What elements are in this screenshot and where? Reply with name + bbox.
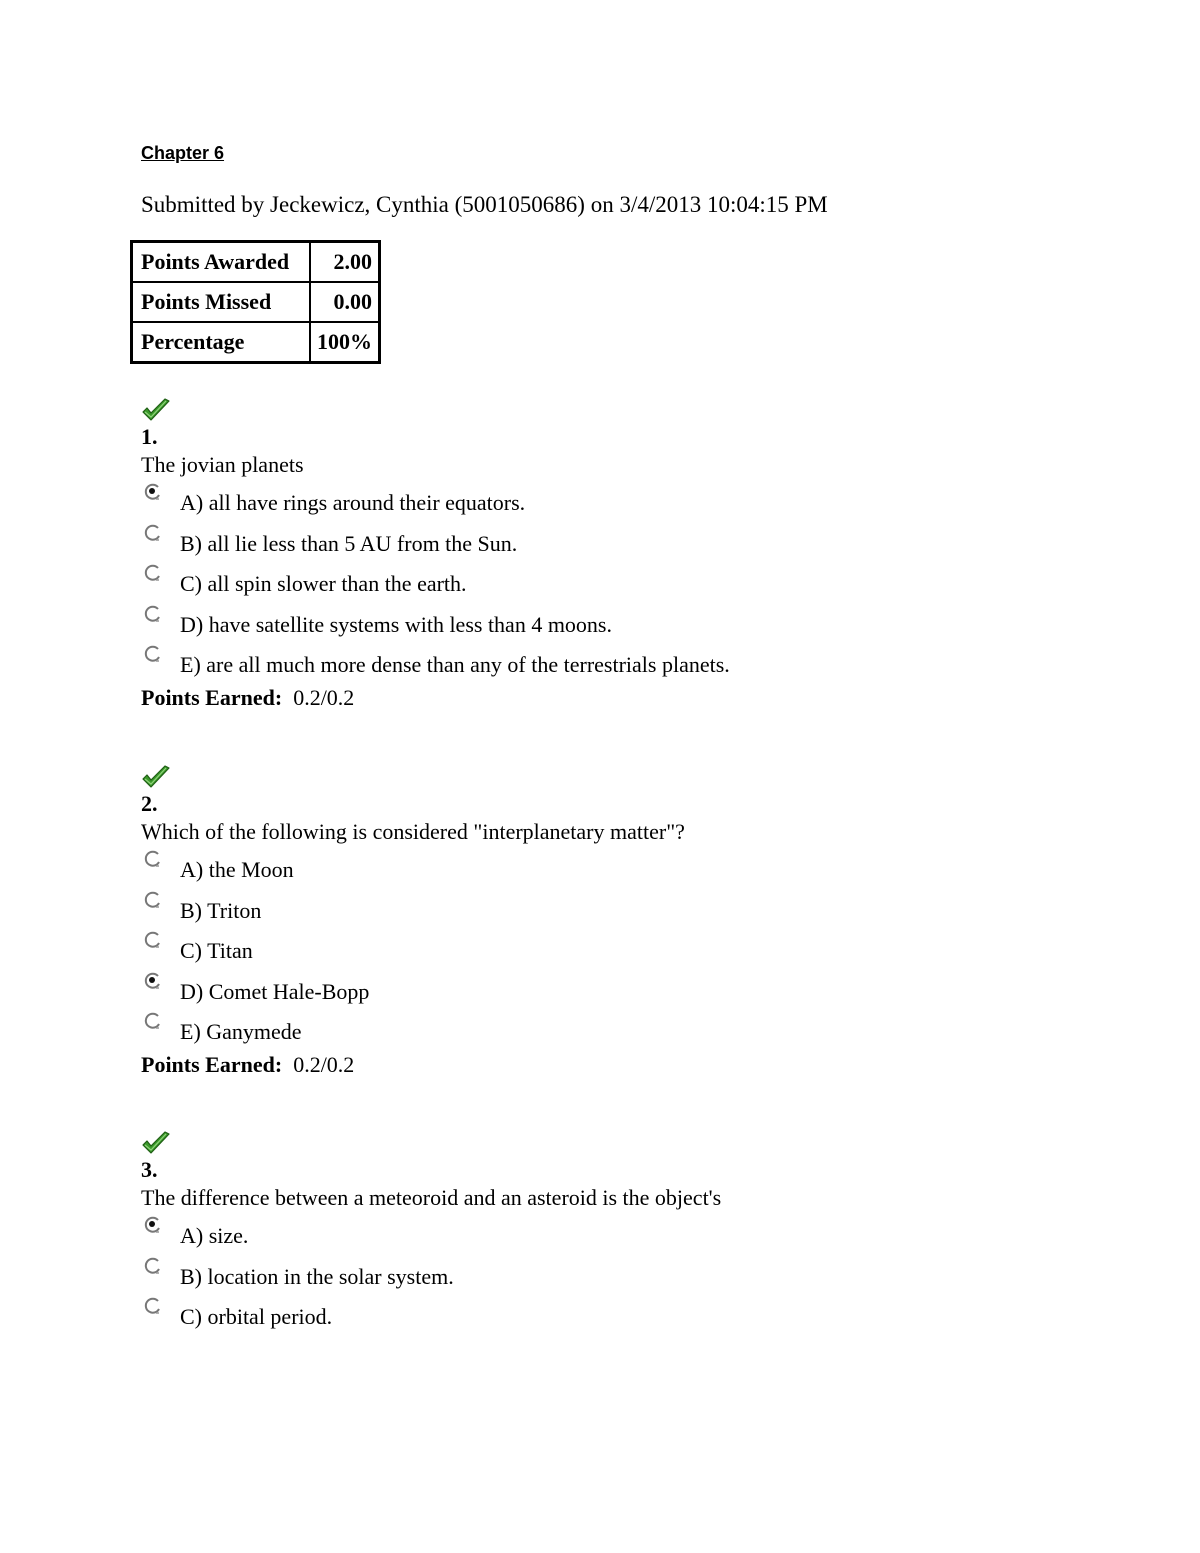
answer-option[interactable] (141, 602, 1141, 643)
points-earned (141, 683, 1141, 713)
answer-option[interactable] (141, 1213, 1141, 1254)
answer-option-label: E) Ganymede (180, 1019, 302, 1044)
question-text: Which of the following is considered "interplanetary matter"? (141, 819, 685, 844)
radio-unselected-icon[interactable] (143, 563, 163, 583)
points-earned-value: 0.2/0.2 (293, 1051, 355, 1077)
answer-option[interactable] (141, 888, 1141, 929)
score-row-awarded (132, 242, 380, 283)
radio-unselected-icon[interactable] (143, 890, 163, 910)
answer-option-label: C) Titan (180, 938, 253, 963)
answer-option-label: D) have satellite systems with less than 4 moons. (180, 611, 612, 637)
radio-unselected-icon[interactable] (143, 1011, 163, 1031)
radio-unselected-icon[interactable] (143, 1296, 163, 1316)
question-3 (141, 1131, 1141, 1335)
answer-option[interactable] (141, 1294, 1141, 1335)
score-row-percentage (132, 322, 380, 363)
question-number: 2. (141, 791, 158, 816)
points-earned-label: Points Earned: (141, 684, 283, 710)
score-value: 0.00 (310, 282, 380, 322)
answer-option[interactable] (141, 928, 1141, 969)
answer-option-label: A) size. (180, 1223, 249, 1248)
question-1 (141, 398, 1141, 713)
answer-option-label: C) all spin slower than the earth. (180, 571, 467, 596)
radio-unselected-icon[interactable] (143, 604, 163, 624)
score-label: Percentage (132, 322, 311, 363)
score-label: Points Missed (132, 282, 311, 322)
answer-option[interactable] (141, 1254, 1141, 1295)
answer-option[interactable] (141, 847, 1141, 888)
question-number: 1. (141, 424, 158, 449)
answer-option-label: A) all have rings around their equators. (180, 490, 526, 515)
question-number: 3. (141, 1157, 158, 1182)
radio-selected-icon[interactable] (143, 971, 163, 991)
score-label: Points Awarded (132, 242, 311, 283)
answer-option-label: B) location in the solar system. (180, 1263, 454, 1289)
answer-option-label: B) all lie less than 5 AU from the Sun. (180, 530, 518, 556)
answer-option-label: D) Comet Hale-Bopp (180, 978, 370, 1004)
radio-selected-icon[interactable] (143, 482, 163, 502)
points-earned-value: 0.2/0.2 (293, 684, 355, 710)
chapter-title: Chapter 6 (141, 143, 225, 163)
points-earned (141, 1050, 1141, 1080)
answer-option-label: B) Triton (180, 897, 262, 923)
question-text: The difference between a meteoroid and an asteroid is the object's (141, 1185, 722, 1210)
answer-option[interactable] (141, 521, 1141, 562)
score-table (130, 240, 381, 364)
submission-info: Submitted by Jeckewicz, Cynthia (5001050686) on 3/4/2013 10:04:15 PM (141, 192, 828, 217)
correct-check-icon (141, 1131, 171, 1157)
radio-unselected-icon[interactable] (143, 644, 163, 664)
answer-option[interactable] (141, 561, 1141, 602)
radio-unselected-icon[interactable] (143, 523, 163, 543)
radio-unselected-icon[interactable] (143, 849, 163, 869)
radio-unselected-icon[interactable] (143, 1256, 163, 1276)
answer-option-label: C) orbital period. (180, 1304, 333, 1329)
score-row-missed (132, 282, 380, 322)
correct-check-icon (141, 765, 171, 791)
answer-option[interactable] (141, 480, 1141, 521)
radio-selected-icon[interactable] (143, 1215, 163, 1235)
answer-option[interactable] (141, 1009, 1141, 1050)
answer-option-label: E) are all much more dense than any of the terrestrials planets. (180, 652, 730, 677)
answer-option[interactable] (141, 642, 1141, 683)
answer-option[interactable] (141, 969, 1141, 1010)
radio-unselected-icon[interactable] (143, 930, 163, 950)
score-value: 2.00 (310, 242, 380, 283)
points-earned-label: Points Earned: (141, 1051, 283, 1077)
score-value: 100% (310, 322, 380, 363)
correct-check-icon (141, 398, 171, 424)
question-2 (141, 765, 1141, 1080)
answer-option-label: A) the Moon (180, 857, 294, 882)
question-text: The jovian planets (141, 452, 304, 477)
